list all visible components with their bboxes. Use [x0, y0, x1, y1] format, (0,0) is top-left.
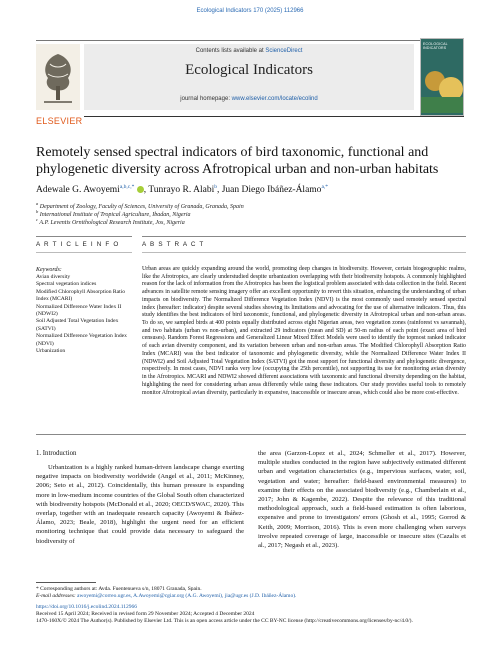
- homepage-line: [84, 96, 414, 102]
- affiliation: [36, 217, 468, 226]
- contents-prefix: Contents lists available at: [195, 48, 266, 54]
- author-name[interactable]: Tunrayo R. Alabi: [148, 185, 215, 196]
- abstract-top-rule: [142, 236, 466, 237]
- article-title: Remotely sensed spectral indicators of bird taxonomic, functional and phylogenetic diversity across Afrotropical urban and non-urban habitats: [36, 145, 439, 177]
- info-sub-rule: [36, 252, 132, 253]
- keyword-item: Avian diversity: [36, 274, 71, 280]
- license-statement: 1470-160X/© 2024 The Author(s). Published by Elsevier Ltd. This is an open access article under the CC BY-NC license (http://creativecommons.org/licenses/by-nc/4.0/).: [36, 618, 413, 624]
- journal-name: Ecological Indicators: [185, 62, 313, 78]
- keyword-item: Normalized Difference Vegetation Index (NDVI): [36, 333, 127, 347]
- affiliation-sup: a: [36, 201, 39, 206]
- affiliation-sup: c: [36, 217, 38, 222]
- introduction-left-column: Urbanization is a highly ranked human-driven landscape change exerting negative impacts on biodiversity worldwide (Angel et al., 2011; McKinney, 2006; Seto et al., 2012). Coincidentally, this human pressure is expanding more in low-medium income countries of the Global South often characterized with biodiversity hotspots (McDonald et al., 2020; OECD/SWAC, 2020). This overlap, together with an inadequate research capacity (Awoyemi & Ibáñez-Álamo, 2023; Beale, 2018), highlight the urgent need for an efficient monitoring technique that could provide data necessary to safeguard the biodiversity of: [36, 464, 245, 545]
- publication-info: [36, 604, 466, 625]
- publisher-logo-text: ELSEVIER: [36, 116, 83, 126]
- email-addresses[interactable]: awoyemi@correo.ugr.es, A.Awoyemi@cgiar.org (A.G. Awoyemi), jia@ugr.es (J.D. Ibáñez-Álamo).: [77, 593, 297, 599]
- journal-citation[interactable]: Ecological Indicators 170 (2025) 112966: [196, 8, 304, 14]
- author-sup[interactable]: a,*: [321, 184, 329, 190]
- author-name[interactable]: Juan Diego Ibáñez-Álamo: [221, 185, 322, 196]
- abstract-bottom-rule: [36, 434, 466, 435]
- author-name[interactable]: Adewale G. Awoyemi: [36, 185, 120, 196]
- header-bottom-rule: [84, 116, 464, 117]
- footnote-rule: [36, 582, 96, 583]
- article-info-heading: A R T I C L E I N F O: [36, 241, 120, 248]
- footnotes: [36, 586, 466, 600]
- homepage-link[interactable]: www.elsevier.com/locate/ecolind: [231, 96, 318, 102]
- author-sup[interactable]: a,b,c,*: [119, 184, 135, 190]
- email-line: [36, 593, 466, 600]
- journal-cover-thumbnail: [420, 38, 464, 116]
- homepage-prefix: journal homepage:: [180, 96, 232, 102]
- keyword-item: Soil Adjusted Total Vegetation Index (SATVI): [36, 318, 119, 332]
- corresponding-author-note: * Corresponding authors at: Avda. Fuentenueva s/n, 18071 Granada, Spain.: [36, 586, 202, 592]
- sciencedirect-link[interactable]: ScienceDirect: [265, 48, 303, 54]
- received-dates: Received 15 April 2024; Received in revised form 29 November 2024; Accepted 4 December 2024: [36, 611, 255, 617]
- keywords-label: Keywords:: [36, 267, 62, 273]
- keywords-box: [36, 267, 132, 355]
- affiliation-sup: b: [36, 209, 39, 214]
- elsevier-tree-logo: [36, 44, 80, 110]
- keyword-item: Modified Chlorophyll Absorption Ratio Index (MCARI): [36, 288, 126, 303]
- email-label: E-mail addresses:: [36, 593, 78, 599]
- header-top-rule: [36, 40, 464, 41]
- author-list: Adewale G. Awoyemi$^{a,b,c,*}$ , Tunrayo R. Alabi$^b$, Juan Diego Ibáñez-Álamo$^{a,*}$: [36, 184, 329, 196]
- affiliation-text: A.P. Leventis Ornithological Research Institute, Jos, Nigeria: [39, 220, 185, 226]
- introduction-heading: 1. Introduction: [36, 450, 77, 457]
- contents-line: [84, 48, 414, 54]
- abstract-heading: A B S T R A C T: [142, 241, 205, 248]
- abstract-text: Urban areas are quickly expanding around the world, promoting deep changes in biodiversity. However, certain biogeographic realms, like the Afrotropics, are clearly understudied despite urbanization overlapping with their biodiversity hotspots. A commonly highlighted reason for the lack of information from the Afrotropics has been the logistical problem associated with data collection in the field. Recent advances in satellite remote sensing imagery offer an excellent opportunity to revert this situation, enhancing the understanding of urban impacts on biodiversity. The Normalized Difference Vegetation Index (NDVI) is the most commonly used remotely sensed spectral index (hereafter: indicator) despite several studies showing its limitations and advocating for the use of alternative indicators. Thus, this study identifies the best indicators of bird taxonomic, functional, and phylogenetic diversity in Afrotropical urban and non-urban areas. To do so, we sampled birds at 400 points equally distributed across eight Nigerian areas, two vegetation zones (rainforest vs savannah), and two habitats (urban vs non-urban), and extracted 29 indicators (mean and SD) at 50-m radius of each point (exact area of bird censuses). Random Forest Regressions and Generalized Linear Mixed Effect Models were used to identify the topmost ranked indicator of each avian diversity component, and its variation between urban and non-urban areas. The Modified Chlorophyll Absorption Ratio Index (MCARI) was the best indicator of taxonomic and phylogenetic diversity, while the Normalized Difference Water Index II (NDWI2) and Soil Adjusted Total Vegetation Index (SATVI) got the most support for functional diversity and phylogenetic divergence, respectively. In most cases, NDVI ranks very low (occupying the 25th percentile), not supporting its use for monitoring avian diversity in the Afrotropics. MCARI and NDWI2 showed different associations with taxonomic and functional diversity depending on the habitat, highlighting the need for considering urban areas differently while using these indicators. Our study provides useful tools to remotely monitor Afrotropical avian diversity, particularly in expansive, inaccessible or insecure areas, which could also be more cost-effective.: [142, 266, 466, 396]
- author-sup[interactable]: b: [214, 184, 217, 190]
- cover-label: ECOLOGICAL INDICATORS: [423, 42, 448, 50]
- affiliation-text: Department of Zoology, Faculty of Sciences, University of Granada, Granada, Spain: [39, 204, 244, 210]
- keyword-item: Normalized Difference Water Index II (NDWI2): [36, 303, 122, 318]
- introduction-right-column: the area (Garzon-Lopez et al., 2024; Schmeller et al., 2017). However, multiple studies conducted in the region have subjectively estimated different urban and vegetation characteristics (e.g., impervious surfaces, water, soil, vegetation and water; hereafter: field-based environmental measures) to examine their effects on the associated biodiversity (e.g., Chamberlain et al., 2017; John & Kagembe, 2022). Despite the relevance of this traditional methodological approach, such a field-based estimation is often laborious, expensive and prone to investigators' errors (Ghosh et al., 1995; Gorrod & Keith, 2009; Morrison, 2016). This is even more challenging when surveys involve repeated coverage of large, inaccessible or insecure sites (Cazalis et al., 2017; Negash et al., 2023).: [258, 450, 466, 550]
- keyword-item: Spectral vegetation indices: [36, 281, 97, 288]
- orcid-icon[interactable]: [137, 186, 144, 193]
- info-top-rule: [36, 236, 132, 237]
- abstract-sub-rule: [142, 252, 466, 253]
- affiliation-text: International Institute of Tropical Agriculture, Ibadan, Nigeria: [39, 212, 191, 218]
- doi-link[interactable]: https://doi.org/10.1016/j.ecolind.2024.112966: [36, 604, 137, 610]
- keyword-item: Urbanization: [36, 348, 66, 355]
